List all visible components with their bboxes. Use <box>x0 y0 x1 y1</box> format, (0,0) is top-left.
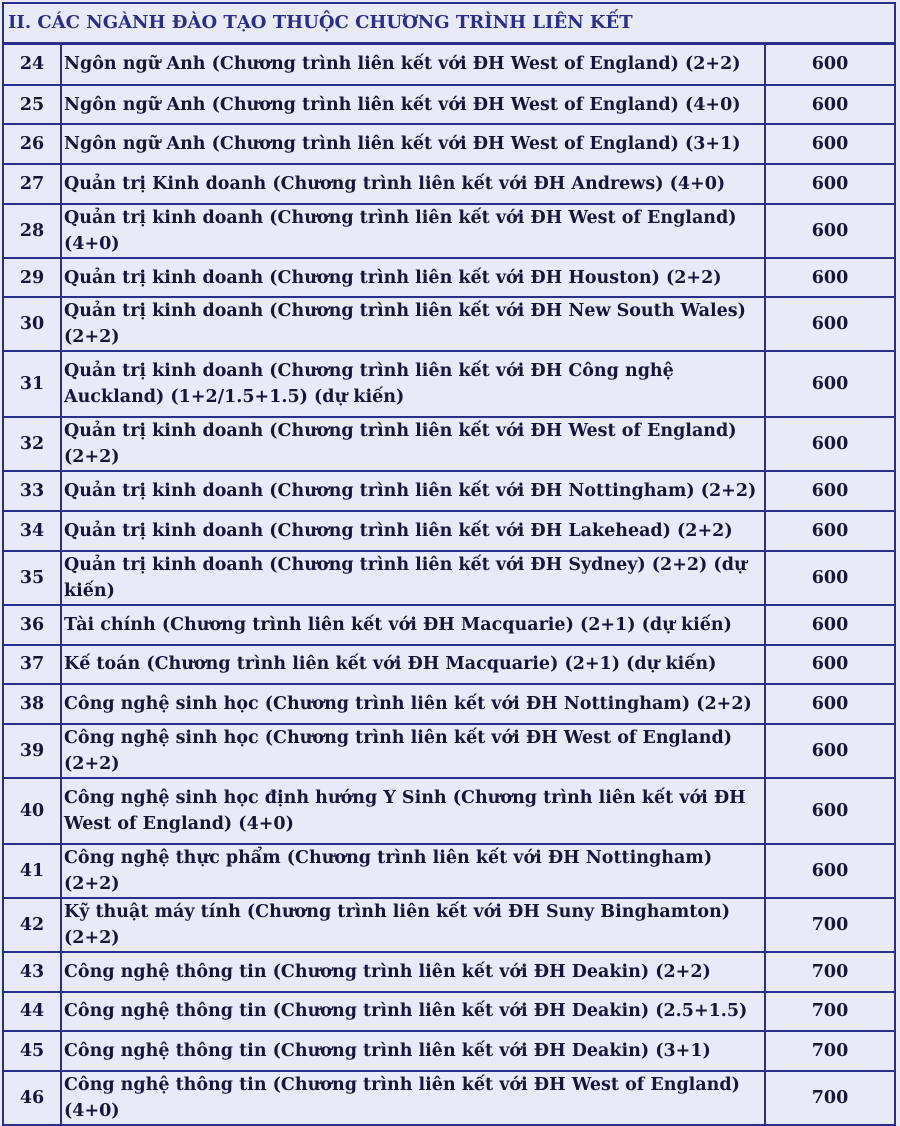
table-row <box>4 605 894 645</box>
table-row <box>4 684 894 724</box>
row-number: 44 <box>4 992 61 1032</box>
table-row <box>4 471 894 511</box>
program-name: Quản trị kinh doanh (Chương trình liên kết với ĐH Houston) (2+2) <box>61 258 765 298</box>
table-row <box>4 351 894 417</box>
program-quota: 600 <box>765 684 894 724</box>
program-name: Quản trị Kinh doanh (Chương trình liên kết với ĐH Andrews) (4+0) <box>61 164 765 204</box>
program-name: Quản trị kinh doanh (Chương trình liên kết với ĐH New South Wales) (2+2) <box>61 297 765 351</box>
table-row <box>4 124 894 164</box>
program-name: Ngôn ngữ Anh (Chương trình liên kết với ĐH West of England) (2+2) <box>61 45 765 85</box>
table-row <box>4 45 894 85</box>
row-number: 42 <box>4 898 61 952</box>
row-number: 39 <box>4 724 61 778</box>
row-number: 38 <box>4 684 61 724</box>
program-name: Quản trị kinh doanh (Chương trình liên kết với ĐH West of England) (2+2) <box>61 417 765 471</box>
program-name: Ngôn ngữ Anh (Chương trình liên kết với ĐH West of England) (3+1) <box>61 124 765 164</box>
table-row <box>4 844 894 898</box>
program-quota: 600 <box>765 351 894 417</box>
program-name: Quản trị kinh doanh (Chương trình liên kết với ĐH Lakehead) (2+2) <box>61 511 765 551</box>
program-name: Kỹ thuật máy tính (Chương trình liên kết với ĐH Suny Binghamton) (2+2) <box>61 898 765 952</box>
table-row <box>4 992 894 1032</box>
program-quota: 700 <box>765 898 894 952</box>
row-number: 25 <box>4 85 61 125</box>
program-name: Công nghệ thông tin (Chương trình liên kết với ĐH Deakin) (3+1) <box>61 1031 765 1071</box>
row-number: 27 <box>4 164 61 204</box>
program-name: Ngôn ngữ Anh (Chương trình liên kết với ĐH West of England) (4+0) <box>61 85 765 125</box>
row-number: 30 <box>4 297 61 351</box>
program-name: Công nghệ thông tin (Chương trình liên kết với ĐH Deakin) (2.5+1.5) <box>61 992 765 1032</box>
row-number: 45 <box>4 1031 61 1071</box>
program-quota: 600 <box>765 85 894 125</box>
row-number: 46 <box>4 1071 61 1124</box>
table-row <box>4 952 894 992</box>
row-number: 43 <box>4 952 61 992</box>
table-row <box>4 1031 894 1071</box>
table-row <box>4 417 894 471</box>
row-number: 29 <box>4 258 61 298</box>
table-row <box>4 297 894 351</box>
row-number: 33 <box>4 471 61 511</box>
row-number: 24 <box>4 45 61 85</box>
program-quota: 600 <box>765 471 894 511</box>
program-name: Công nghệ sinh học (Chương trình liên kết với ĐH West of England) (2+2) <box>61 724 765 778</box>
row-number: 36 <box>4 605 61 645</box>
programs-sheet <box>2 2 896 1126</box>
program-quota: 600 <box>765 124 894 164</box>
table-row <box>4 898 894 952</box>
program-name: Quản trị kinh doanh (Chương trình liên kết với ĐH Công nghệ Auckland) (1+2/1.5+1.5) (dự kiến) <box>61 351 765 417</box>
program-quota: 600 <box>765 511 894 551</box>
row-number: 40 <box>4 778 61 844</box>
row-number: 28 <box>4 204 61 258</box>
program-quota: 700 <box>765 952 894 992</box>
program-quota: 600 <box>765 778 894 844</box>
program-name: Công nghệ sinh học (Chương trình liên kết với ĐH Nottingham) (2+2) <box>61 684 765 724</box>
table-row <box>4 1071 894 1124</box>
program-name: Kế toán (Chương trình liên kết với ĐH Macquarie) (2+1) (dự kiến) <box>61 645 765 685</box>
program-name: Công nghệ thông tin (Chương trình liên kết với ĐH West of England) (4+0) <box>61 1071 765 1124</box>
table-row <box>4 724 894 778</box>
program-quota: 600 <box>765 605 894 645</box>
program-name: Tài chính (Chương trình liên kết với ĐH Macquarie) (2+1) (dự kiến) <box>61 605 765 645</box>
program-quota: 600 <box>765 844 894 898</box>
programs-table <box>4 45 894 1124</box>
program-name: Quản trị kinh doanh (Chương trình liên kết với ĐH Nottingham) (2+2) <box>61 471 765 511</box>
program-quota: 600 <box>765 164 894 204</box>
table-row <box>4 164 894 204</box>
program-name: Công nghệ thực phẩm (Chương trình liên kết với ĐH Nottingham) (2+2) <box>61 844 765 898</box>
program-name: Công nghệ sinh học định hướng Y Sinh (Chương trình liên kết với ĐH West of England) (4+0) <box>61 778 765 844</box>
table-row <box>4 204 894 258</box>
program-quota: 600 <box>765 551 894 605</box>
program-quota: 700 <box>765 1031 894 1071</box>
table-row <box>4 645 894 685</box>
program-quota: 600 <box>765 417 894 471</box>
table-row <box>4 511 894 551</box>
table-row <box>4 258 894 298</box>
table-row <box>4 551 894 605</box>
program-name: Quản trị kinh doanh (Chương trình liên kết với ĐH Sydney) (2+2) (dự kiến) <box>61 551 765 605</box>
program-quota: 700 <box>765 1071 894 1124</box>
row-number: 31 <box>4 351 61 417</box>
program-quota: 600 <box>765 45 894 85</box>
program-quota: 600 <box>765 204 894 258</box>
row-number: 34 <box>4 511 61 551</box>
program-quota: 600 <box>765 724 894 778</box>
program-name: Quản trị kinh doanh (Chương trình liên kết với ĐH West of England) (4+0) <box>61 204 765 258</box>
row-number: 41 <box>4 844 61 898</box>
row-number: 37 <box>4 645 61 685</box>
table-row <box>4 85 894 125</box>
table-row <box>4 778 894 844</box>
row-number: 32 <box>4 417 61 471</box>
section-title: II. CÁC NGÀNH ĐÀO TẠO THUỘC CHƯƠNG TRÌNH LIÊN KẾT <box>4 4 894 45</box>
program-quota: 600 <box>765 258 894 298</box>
program-name: Công nghệ thông tin (Chương trình liên kết với ĐH Deakin) (2+2) <box>61 952 765 992</box>
program-quota: 600 <box>765 645 894 685</box>
row-number: 26 <box>4 124 61 164</box>
row-number: 35 <box>4 551 61 605</box>
program-quota: 600 <box>765 297 894 351</box>
program-quota: 700 <box>765 992 894 1032</box>
